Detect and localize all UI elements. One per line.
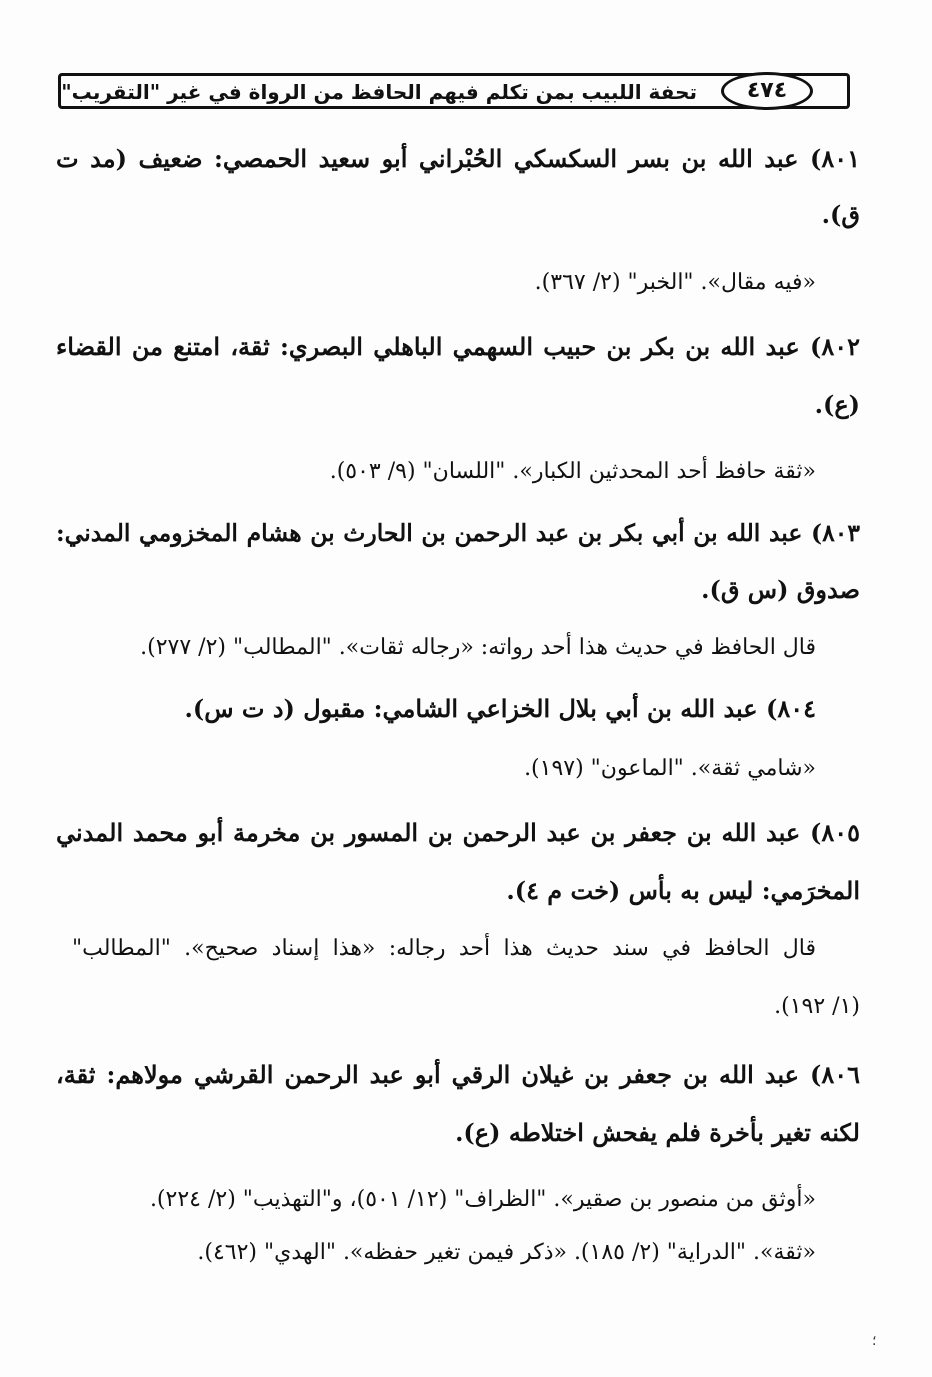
- entry-803-line-2: صدوق (س ق).: [701, 575, 860, 604]
- page-header-frame: [58, 73, 850, 109]
- entry-803-note-1: قال الحافظ في حديث هذا أحد رواته: «رجاله ثقات». "المطالب" (٢/ ٢٧٧).: [140, 635, 816, 660]
- entry-805-note-2: (١/ ١٩٢).: [774, 994, 860, 1019]
- page-number: ٤٧٤: [721, 72, 813, 110]
- entry-805-line-1: ٨٠٥) عبد الله بن جعفر بن عبد الرحمن بن المسور بن مخرمة أبو محمد المدني: [56, 818, 860, 847]
- entry-804-line-1: ٨٠٤) عبد الله بن أبي بلال الخزاعي الشامي: مقبول (د ت س).: [184, 694, 816, 723]
- entry-806-line-2: لكنه تغير بأخرة فلم يفحش اختلاطه (ع).: [455, 1118, 860, 1147]
- entry-805-note-1: قال الحافظ في سند حديث هذا أحد رجاله: «هذا إسناد صحيح». "المطالب": [72, 936, 816, 961]
- entry-802-note-1: «ثقة حافظ أحد المحدثين الكبار». "اللسان" (٩/ ٥٠٣).: [329, 459, 816, 484]
- entry-806-note-1: «أوثق من منصور بن صقير». "الظراف" (١٢/ ٥٠١)، و"التهذيب" (٢/ ٢٢٤).: [149, 1187, 816, 1212]
- entry-802-line-2: (ع).: [814, 390, 860, 419]
- entry-804-note-1: «شامي ثقة». "الماعون" (١٩٧).: [524, 756, 816, 781]
- running-title: تحفة اللبيب بمن تكلم فيهم الحافظ من الرواة في غير "التقريب": [61, 80, 697, 104]
- entry-801-note-1: «فيه مقال». "الخبر" (٢/ ٣٦٧).: [534, 270, 816, 295]
- entry-806-line-1: ٨٠٦) عبد الله بن جعفر بن غيلان الرقي أبو عبد الرحمن القرشي مولاهم: ثقة،: [56, 1060, 860, 1089]
- entry-805-line-2: المخرَمي: ليس به بأس (خت م ٤).: [506, 876, 860, 905]
- entry-801-line-1: ٨٠١) عبد الله بن بسر السكسكي الحُبْراني أبو سعيد الحمصي: ضعيف (مد ت: [56, 144, 860, 173]
- entry-803-line-1: ٨٠٣) عبد الله بن أبي بكر بن عبد الرحمن بن الحارث بن هشام المخزومي المدني:: [56, 519, 860, 547]
- entry-802-line-1: ٨٠٢) عبد الله بن بكر بن حبيب السهمي الباهلي البصري: ثقة، امتنع من القضاء: [56, 332, 860, 361]
- entry-801-line-2: ق).: [821, 200, 860, 229]
- entry-806-note-2: «ثقة». "الدراية" (٢/ ١٨٥). «ذكر فيمن تغير حفظه». "الهدي" (٤٦٢).: [197, 1240, 816, 1265]
- margin-mark: ؛: [872, 1333, 877, 1349]
